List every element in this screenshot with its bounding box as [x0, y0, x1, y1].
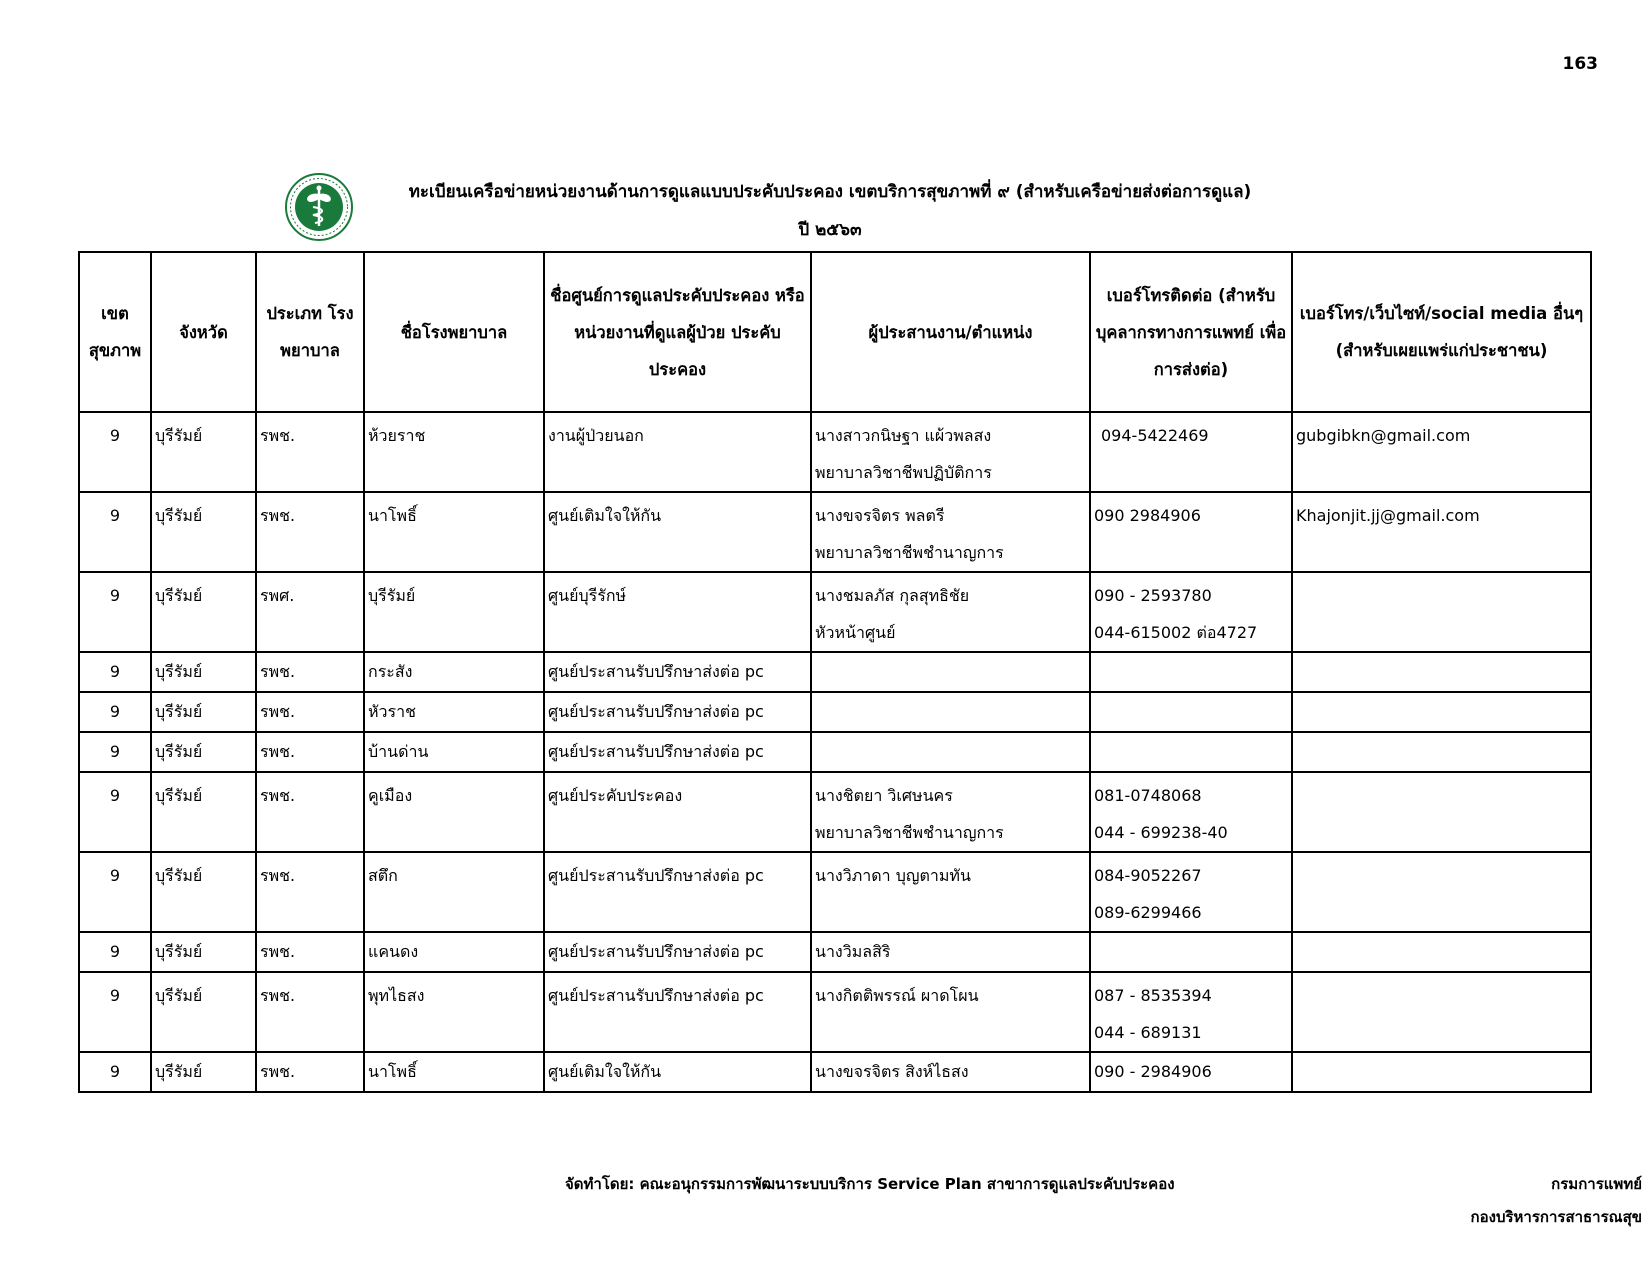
table-row [79, 972, 1591, 1052]
phone-primary: 084-9052267 [1094, 866, 1202, 885]
cell-province: บุรีรัมย์ [151, 772, 256, 852]
seal-icon [284, 172, 354, 242]
cell-phone [1090, 932, 1292, 972]
table-row [79, 572, 1591, 652]
cell-coordinator [811, 852, 1090, 932]
cell-phone [1090, 572, 1292, 652]
table-row [79, 772, 1591, 852]
cell-coordinator [811, 412, 1090, 492]
coordinator-name: นางขจรจิตร พลตรี [815, 506, 945, 525]
table-header-row [79, 252, 1591, 412]
network-registry-table [78, 251, 1592, 1093]
cell-zone: 9 [79, 492, 151, 572]
cell-type: รพศ. [256, 572, 364, 652]
cell-phone [1090, 652, 1292, 692]
coordinator-position: พยาบาลวิชาชีพปฏิบัติการ [815, 463, 992, 482]
coordinator-name: นางชิตยา วิเศษนคร [815, 786, 953, 805]
cell-center: ศูนย์ประคับประคอง [544, 772, 811, 852]
table-row [79, 412, 1591, 492]
header-coordinator: ผู้ประสานงาน/ตำแหน่ง [811, 252, 1090, 412]
phone-secondary: 089-6299466 [1094, 903, 1202, 922]
cell-center: ศูนย์ประสานรับปรึกษาส่งต่อ pc [544, 652, 811, 692]
cell-public-contact [1292, 692, 1591, 732]
cell-public-contact [1292, 652, 1591, 692]
cell-province: บุรีรัมย์ [151, 652, 256, 692]
cell-hospital: บ้านด่าน [364, 732, 544, 772]
cell-type: รพช. [256, 852, 364, 932]
cell-type: รพช. [256, 492, 364, 572]
table-row [79, 732, 1591, 772]
cell-province: บุรีรัมย์ [151, 932, 256, 972]
phone-primary: 087 - 8535394 [1094, 986, 1212, 1005]
cell-province: บุรีรัมย์ [151, 1052, 256, 1092]
cell-public-contact [1292, 732, 1591, 772]
cell-zone: 9 [79, 692, 151, 732]
cell-province: บุรีรัมย์ [151, 572, 256, 652]
coordinator-position: พยาบาลวิชาชีพชำนาญการ [815, 543, 1004, 562]
cell-hospital: คูเมือง [364, 772, 544, 852]
cell-public-contact [1292, 772, 1591, 852]
document-year: ปี ๒๕๖๓ [798, 220, 862, 240]
header-health-zone: เขต สุขภาพ [79, 252, 151, 412]
cell-hospital: กระสัง [364, 652, 544, 692]
cell-zone: 9 [79, 772, 151, 852]
header-referral-phone: เบอร์โทรติดต่อ (สำหรับ บุคลากรทางการแพทย์ เพื่อการส่งต่อ) [1090, 252, 1292, 412]
cell-type: รพช. [256, 732, 364, 772]
cell-coordinator: นางขจรจิตร สิงห์ไธสง [811, 1052, 1090, 1092]
cell-center: ศูนย์ประสานรับปรึกษาส่งต่อ pc [544, 692, 811, 732]
cell-hospital: สตึก [364, 852, 544, 932]
cell-type: รพช. [256, 692, 364, 732]
cell-public-contact: Khajonjit.jj@gmail.com [1292, 492, 1591, 572]
phone-primary: 090 2984906 [1094, 506, 1201, 525]
table-row [79, 692, 1591, 732]
coordinator-name: นางวิภาดา บุญตามทัน [815, 866, 971, 885]
cell-phone [1090, 492, 1292, 572]
coordinator-name: นางกิตติพรรณ์ ผาดโผน [815, 986, 979, 1005]
phone-secondary: 044 - 699238-40 [1094, 823, 1228, 842]
cell-phone [1090, 692, 1292, 732]
document-title: ทะเบียนเครือข่ายหน่วยงานด้านการดูแลแบบประคับประคอง เขตบริการสุขภาพที่ ๙ (สำหรับเครือข่ายส่งต่อการดูแล) [408, 182, 1252, 202]
cell-hospital: หัวราช [364, 692, 544, 732]
cell-zone: 9 [79, 572, 151, 652]
table-row [79, 932, 1591, 972]
cell-zone: 9 [79, 1052, 151, 1092]
phone-secondary: 044-615002 ต่อ4727 [1094, 623, 1258, 642]
footer-division: กองบริหารการสาธารณสุข [1470, 1208, 1642, 1226]
coordinator-name: นางสาวกนิษฐา แผ้วพลสง [815, 426, 992, 445]
cell-public-contact: gubgibkn@gmail.com [1292, 412, 1591, 492]
cell-center: ศูนย์ประสานรับปรึกษาส่งต่อ pc [544, 932, 811, 972]
cell-phone [1090, 772, 1292, 852]
table-row [79, 852, 1591, 932]
cell-center: ศูนย์ประสานรับปรึกษาส่งต่อ pc [544, 852, 811, 932]
header-public-contact: เบอร์โทร/เว็บไซท์/social media อื่นๆ (สำหรับเผยแพร่แก่ประชาชน) [1292, 252, 1591, 412]
cell-coordinator [811, 492, 1090, 572]
cell-zone: 9 [79, 652, 151, 692]
cell-zone: 9 [79, 732, 151, 772]
table-row [79, 652, 1591, 692]
cell-public-contact [1292, 1052, 1591, 1092]
header-hospital-type: ประเภท โรงพยาบาล [256, 252, 364, 412]
coordinator-position: หัวหน้าศูนย์ [815, 623, 896, 642]
phone-primary: 094-5422469 [1101, 426, 1209, 445]
cell-center: ศูนย์เติมใจให้กัน [544, 1052, 811, 1092]
cell-zone: 9 [79, 412, 151, 492]
cell-zone: 9 [79, 972, 151, 1052]
cell-zone: 9 [79, 932, 151, 972]
cell-phone [1090, 732, 1292, 772]
cell-hospital: แคนดง [364, 932, 544, 972]
cell-phone [1090, 852, 1292, 932]
cell-center: ศูนย์บุรีรักษ์ [544, 572, 811, 652]
cell-phone: 090 - 2984906 [1090, 1052, 1292, 1092]
cell-type: รพช. [256, 652, 364, 692]
cell-province: บุรีรัมย์ [151, 972, 256, 1052]
cell-public-contact [1292, 572, 1591, 652]
cell-type: รพช. [256, 412, 364, 492]
cell-phone [1090, 972, 1292, 1052]
cell-coordinator: นางวิมลสิริ [811, 932, 1090, 972]
header-hospital-name: ชื่อโรงพยาบาล [364, 252, 544, 412]
cell-center: งานผู้ป่วยนอก [544, 412, 811, 492]
cell-hospital: นาโพธิ์ [364, 492, 544, 572]
phone-primary: 081-0748068 [1094, 786, 1202, 805]
cell-center: ศูนย์ประสานรับปรึกษาส่งต่อ pc [544, 732, 811, 772]
cell-province: บุรีรัมย์ [151, 412, 256, 492]
coordinator-name: นางชมลภัส กุลสุทธิชัย [815, 586, 970, 605]
table-row [79, 1052, 1591, 1092]
header-center-name: ชื่อศูนย์การดูแลประคับประคอง หรือ หน่วยงานที่ดูแลผู้ป่วย ประคับประคอง [544, 252, 811, 412]
cell-province: บุรีรัมย์ [151, 732, 256, 772]
page-number: 163 [1562, 54, 1598, 74]
cell-type: รพช. [256, 772, 364, 852]
ministry-seal-logo [284, 172, 354, 242]
cell-coordinator [811, 692, 1090, 732]
cell-coordinator [811, 732, 1090, 772]
cell-phone [1090, 412, 1292, 492]
cell-coordinator [811, 652, 1090, 692]
header-province: จังหวัด [151, 252, 256, 412]
cell-province: บุรีรัมย์ [151, 692, 256, 732]
cell-center: ศูนย์ประสานรับปรึกษาส่งต่อ pc [544, 972, 811, 1052]
cell-type: รพช. [256, 972, 364, 1052]
cell-coordinator [811, 572, 1090, 652]
cell-coordinator [811, 972, 1090, 1052]
cell-public-contact [1292, 972, 1591, 1052]
phone-secondary: 044 - 689131 [1094, 1023, 1202, 1042]
cell-public-contact [1292, 932, 1591, 972]
cell-hospital: นาโพธิ์ [364, 1052, 544, 1092]
cell-hospital: พุทไธสง [364, 972, 544, 1052]
cell-public-contact [1292, 852, 1591, 932]
cell-province: บุรีรัมย์ [151, 492, 256, 572]
cell-hospital: ห้วยราช [364, 412, 544, 492]
cell-center: ศูนย์เติมใจให้กัน [544, 492, 811, 572]
cell-zone: 9 [79, 852, 151, 932]
cell-hospital: บุรีรัมย์ [364, 572, 544, 652]
footer-prepared-by: จัดทำโดย: คณะอนุกรรมการพัฒนาระบบบริการ Service Plan สาขาการดูแลประคับประคอง [565, 1175, 1175, 1193]
coordinator-position: พยาบาลวิชาชีพชำนาญการ [815, 823, 1004, 842]
footer-department: กรมการแพทย์ [1551, 1175, 1642, 1193]
cell-type: รพช. [256, 1052, 364, 1092]
phone-primary: 090 - 2593780 [1094, 586, 1212, 605]
cell-province: บุรีรัมย์ [151, 852, 256, 932]
cell-coordinator [811, 772, 1090, 852]
cell-type: รพช. [256, 932, 364, 972]
table-row [79, 492, 1591, 572]
